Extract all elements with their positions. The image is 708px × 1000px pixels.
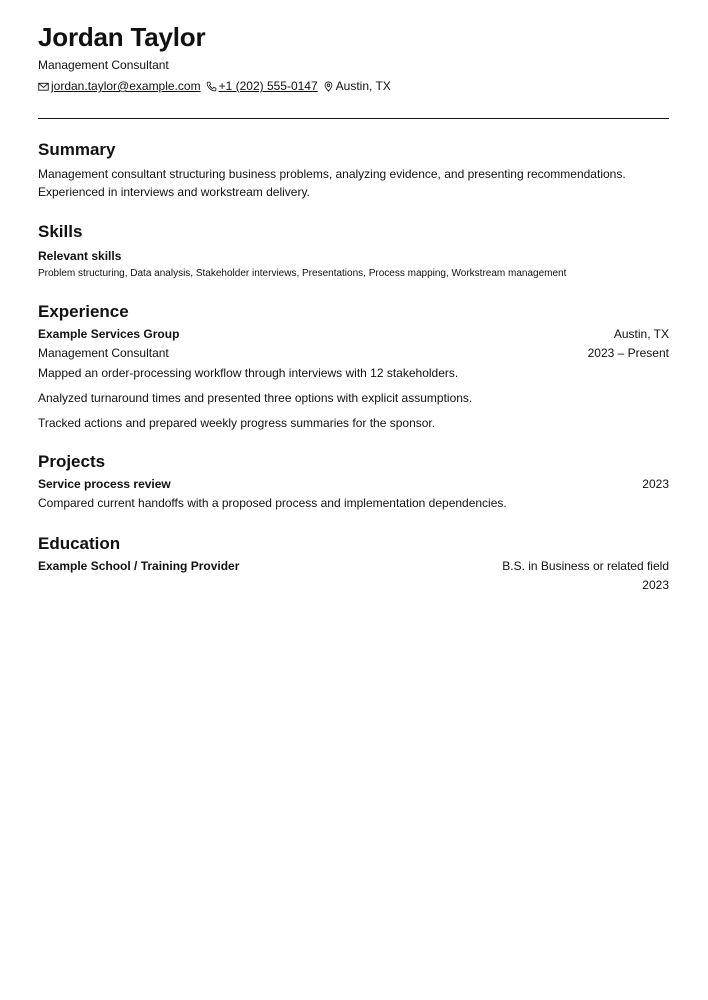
experience-bullet: Tracked actions and prepared weekly progress summaries for the sponsor.: [38, 416, 436, 430]
education-school: Example School / Training Provider: [38, 559, 240, 573]
skills-section: [38, 222, 669, 281]
skills-heading: Skills: [38, 222, 83, 241]
education-section: [38, 534, 669, 595]
projects-heading: Projects: [38, 452, 106, 471]
skills-group-label: Relevant skills: [38, 249, 122, 263]
contact-email: [38, 78, 201, 94]
project-name: Service process review: [38, 477, 171, 491]
education-degree: B.S. in Business or related field: [502, 559, 669, 573]
summary-text: Management consultant structuring business problems, analyzing evidence, and presenting recommendations. Experienced in interviews and workstream delivery.: [38, 167, 626, 199]
experience-role-row: [38, 344, 669, 363]
experience-section: [38, 302, 669, 431]
location-text: Austin, TX: [335, 79, 391, 93]
experience-company: Example Services Group: [38, 327, 180, 341]
experience-role: Management Consultant: [38, 346, 169, 360]
education-school-row: [38, 557, 669, 576]
contact-line: [38, 78, 669, 94]
projects-section: [38, 452, 669, 513]
experience-location: Austin, TX: [613, 327, 669, 341]
contact-location: [323, 78, 391, 94]
experience-bullet: Analyzed turnaround times and presented three options with explicit assumptions.: [38, 391, 473, 405]
project-title-row: [38, 475, 669, 494]
experience-bullet: Mapped an order-processing workflow through interviews with 12 stakeholders.: [38, 366, 459, 380]
email-link[interactable]: jordan.taylor@example.com: [51, 79, 201, 93]
education-date-row: [38, 576, 669, 595]
project-entry: [38, 475, 669, 513]
education-heading: Education: [38, 534, 121, 553]
phone-link[interactable]: +1 (202) 555-0147: [218, 79, 318, 93]
project-description-row: [38, 494, 669, 513]
location-pin-icon: [323, 81, 334, 92]
experience-entry: [38, 325, 669, 431]
skills-list: Problem structuring, Data analysis, Stakeholder interviews, Presentations, Process mapping, Workstream management: [38, 268, 567, 279]
header-divider: [38, 118, 669, 119]
experience-heading: Experience: [38, 302, 129, 321]
experience-dates: 2023 – Present: [587, 346, 669, 360]
education-entry: [38, 557, 669, 595]
experience-company-row: [38, 325, 669, 344]
contact-phone: [206, 78, 318, 94]
project-description: Compared current handoffs with a proposed process and implementation dependencies.: [38, 496, 507, 510]
phone-icon: [206, 81, 217, 92]
summary-section: [38, 140, 669, 201]
candidate-headline: Management Consultant: [38, 58, 169, 72]
summary-heading: Summary: [38, 140, 116, 159]
mail-icon: [38, 81, 49, 92]
education-date: 2023: [642, 578, 669, 592]
project-date: 2023: [642, 477, 669, 491]
candidate-name: Jordan Taylor: [38, 22, 206, 52]
